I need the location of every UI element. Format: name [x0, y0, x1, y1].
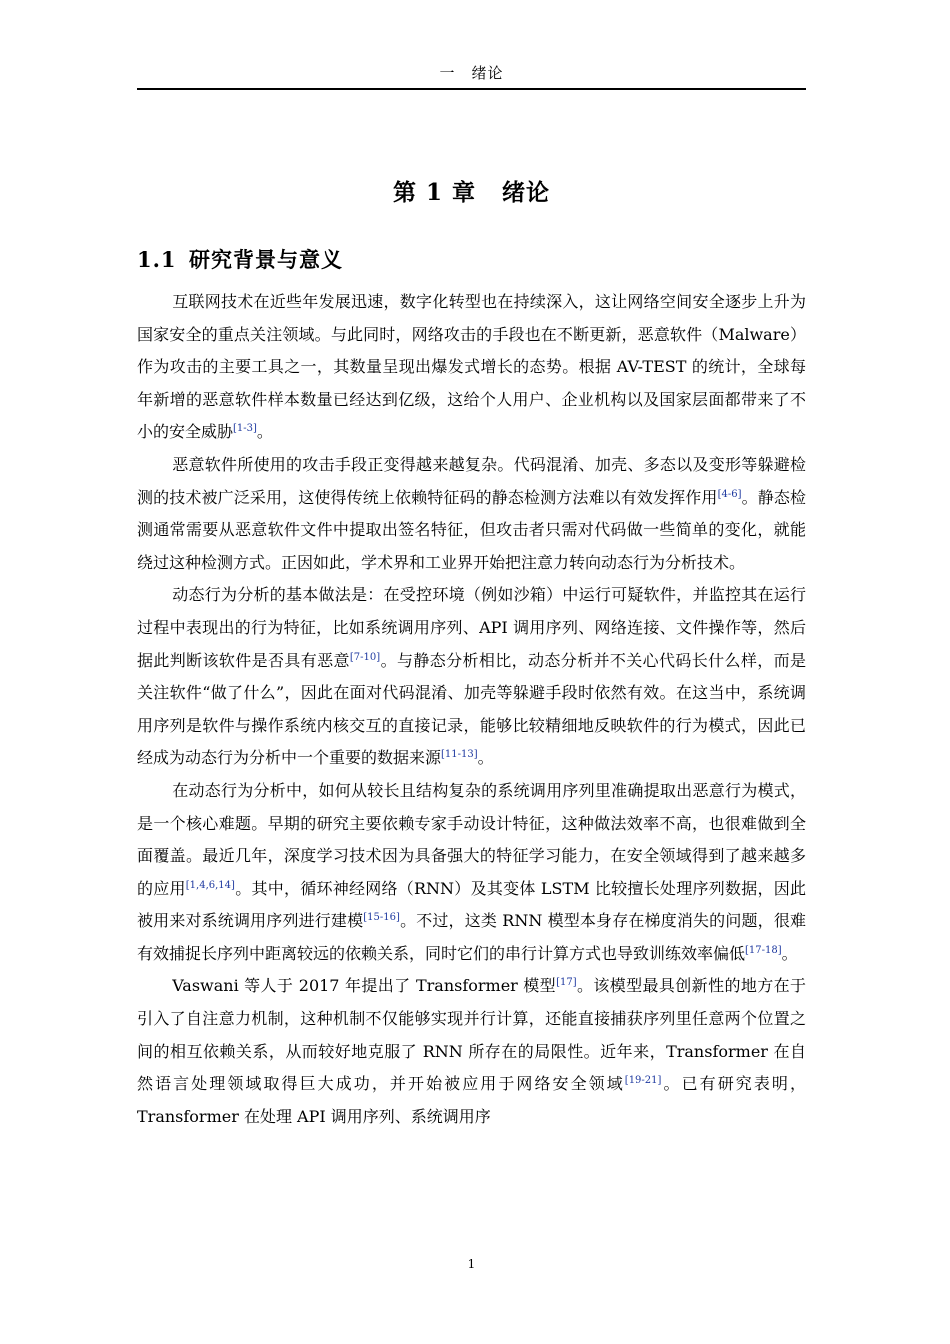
citation-ref[interactable]: [15-16]: [363, 912, 400, 924]
paragraph-text: 。: [256, 422, 273, 442]
paragraph-text: 恶意软件所使用的攻击手段正变得越来越复杂。代码混淆、加壳、多态以及变形等躲避检测的技术被广泛采用，这使得传统上依赖特征码的静态检测方法难以有效发挥作用: [137, 454, 806, 507]
paragraph-text: 。不过，这类 RNN 模型本身存在梯度消失的问题，很难有效捕捉长序列中距离较远的依赖关系，同时它们的串行计算方式也导致训练效率偏低: [137, 911, 806, 963]
paragraph: [137, 970, 806, 1133]
section-heading: [137, 244, 343, 274]
citation-ref[interactable]: [1,4,6,14]: [185, 879, 235, 891]
paragraph-text: 。已有研究表明，Transformer 在处理 API 调用序列、系统调用序: [137, 1074, 806, 1126]
header-rule: [137, 88, 806, 90]
citation-ref[interactable]: [11-13]: [441, 749, 478, 761]
running-header: 一 绪论: [439, 64, 504, 82]
paragraph-text: 动态行为分析的基本做法是：在受控环境（例如沙箱）中运行可疑软件，并监控其在运行过程中表现出的行为特征，比如系统调用序列、API 调用序列、网络连接、文件操作等，然后据此判断该软件是否具有恶意: [137, 585, 806, 670]
paragraph-text: 在动态行为分析中，如何从较长且结构复杂的系统调用序列里准确提取出恶意行为模式，是一个核心难题。早期的研究主要依赖专家手动设计特征，这种做法效率不高，也很难做到全面覆盖。最近几年，深度学习技术因为具备强大的特征学习能力，在安全领域得到了越来越多的应用: [137, 780, 806, 898]
page-number: 1: [467, 1257, 476, 1271]
paragraph-text: 。静态检测通常需要从恶意软件文件中提取出签名特征，但攻击者只需对代码做一些简单的变化，就能绕过这种检测方式。正因如此，学术界和工业界开始把注意力转向动态行为分析技术。: [137, 487, 806, 572]
section-name: 研究背景与意义: [189, 247, 343, 272]
citation-ref[interactable]: [19-21]: [624, 1075, 662, 1087]
citation-ref[interactable]: [4-6]: [717, 488, 742, 500]
paragraph: [137, 775, 806, 971]
paragraph: [137, 286, 806, 449]
paragraph-text: 。其中，循环神经网络（RNN）及其变体 LSTM 比较擅长处理序列数据，因此被用来对系统调用序列进行建模: [137, 878, 806, 931]
chapter-label: 第 1 章: [392, 179, 477, 206]
citation-ref[interactable]: [7-10]: [349, 651, 381, 663]
paragraph: [137, 579, 806, 775]
paragraph-text: 。与静态分析相比，动态分析并不关心代码长什么样，而是关注软件“做了什么”，因此在面对代码混淆、加壳等躲避手段时依然有效。在这当中，系统调用序列是软件与操作系统内核交互的直接记录，能够比较精细地反映软件的行为模式，因此已经成为动态行为分析中一个重要的数据来源: [137, 650, 806, 768]
citation-ref[interactable]: [17-18]: [745, 944, 782, 956]
paragraph-text: 。该模型最具创新性的地方在于引入了自注意力机制，这种机制不仅能够实现并行计算，还能直接捕获序列里任意两个位置之间的相互依赖关系，从而较好地克服了 RNN 所存在的局限性。近年来，Transformer 在自然语言处理领域取得巨大成功，并开始被应用于网络安全领域: [137, 976, 806, 1094]
paragraph-text: Vaswani 等人于 2017 年提出了 Transformer 模型: [172, 976, 557, 996]
citation-ref[interactable]: [1-3]: [233, 423, 257, 435]
chapter-name: 绪论: [502, 179, 551, 206]
paragraph: [137, 449, 806, 579]
citation-ref[interactable]: [17]: [556, 977, 577, 989]
section-number: 1.1: [137, 247, 177, 272]
paragraph-text: 互联网技术在近些年发展迅速，数字化转型也在持续深入，这让网络空间安全逐步上升为国家安全的重点关注领域。与此同时，网络攻击的手段也在不断更新，恶意软件（Malware）作为攻击的主要工具之一，其数量呈现出爆发式增长的态势。根据 AV-TEST 的统计，全球每年新增的恶意软件样本数量已经达到亿级，这给个人用户、企业机构以及国家层面都带来了不小的安全威胁: [137, 292, 806, 442]
paragraph-text: 。: [781, 943, 798, 963]
chapter-title: [137, 174, 806, 207]
paragraph-text: 。: [477, 748, 494, 768]
body-text: [137, 286, 806, 1133]
